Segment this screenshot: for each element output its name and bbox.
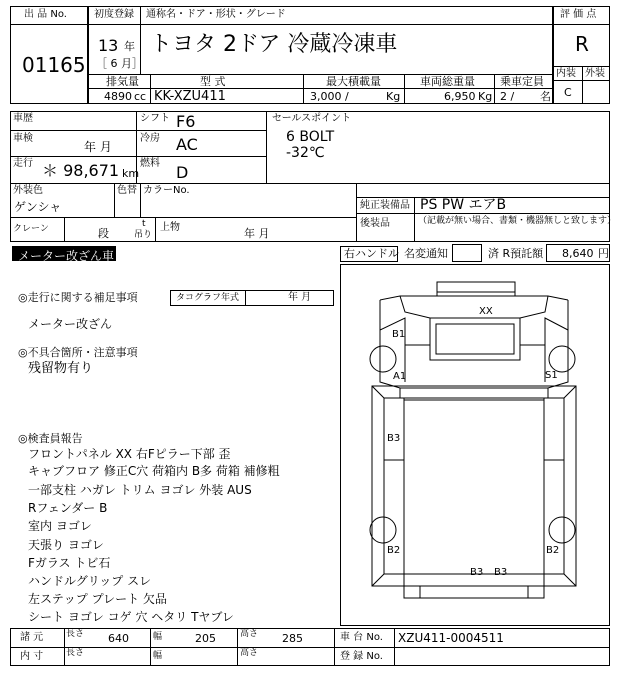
interior-grade: C bbox=[564, 86, 572, 99]
supplement-text: メーター改ざん bbox=[28, 317, 113, 331]
displacement-value: 4890 bbox=[104, 90, 132, 103]
inspector-line-10: シート ヨゴレ コゲ 穴 ヘタリ Tヤブレ bbox=[28, 610, 234, 624]
supplement-heading: ◎走行に関する補足事項 bbox=[18, 291, 138, 304]
max-load-value: 3,000 / bbox=[310, 90, 349, 103]
chassis-label: 車 台 No. bbox=[340, 632, 383, 643]
inspector-line-9: 左ステップ プレート 欠品 bbox=[28, 592, 167, 606]
first-reg-month: ［ 6 月］ bbox=[96, 57, 143, 70]
spec-label: 諸 元 bbox=[20, 632, 44, 643]
inspector-line-6: 天張り ヨゴレ bbox=[28, 538, 104, 552]
upper-value: 年 月 bbox=[244, 227, 270, 240]
mark-front-panel: XX bbox=[479, 306, 493, 317]
crane-unit-bottom: 吊り bbox=[134, 230, 153, 240]
mileage-label: 走行 bbox=[13, 158, 33, 169]
first-reg-year: 13 bbox=[98, 36, 119, 55]
interior-grade-label: 内装 bbox=[556, 68, 576, 79]
inspection-value: 年 月 bbox=[84, 140, 112, 154]
sales-point-label: セールスポイント bbox=[272, 113, 352, 124]
width-label: 幅 bbox=[153, 632, 163, 642]
model-value: KK-XZU411 bbox=[154, 89, 226, 104]
mark-a1: A1 bbox=[393, 371, 407, 382]
mark-b2-left: B2 bbox=[387, 545, 401, 556]
height-label-2: 高さ bbox=[240, 648, 259, 658]
defects-text: 残留物有り bbox=[28, 361, 94, 376]
grade-label: 評 価 点 bbox=[560, 9, 597, 20]
mileage-unit: km bbox=[122, 167, 140, 180]
upper-label: 上物 bbox=[160, 222, 180, 233]
tamper-banner bbox=[12, 246, 116, 261]
model-label: 型 式 bbox=[200, 75, 226, 88]
first-reg-label: 初度登録 bbox=[94, 9, 134, 20]
width-value: 205 bbox=[195, 632, 216, 645]
name-change-label: 名変通知 bbox=[404, 247, 448, 260]
aftermarket-label: 後装品 bbox=[360, 218, 390, 229]
crane-value: 段 bbox=[98, 227, 109, 240]
defects-heading: ◎不具合箇所・注意事項 bbox=[18, 346, 138, 359]
crane-unit-top: t bbox=[142, 219, 146, 229]
yen-unit: 円 bbox=[598, 247, 609, 260]
width-label-2: 幅 bbox=[153, 651, 163, 661]
inspector-line-1: フロントパネル XX 右Fピラー下部 歪 bbox=[28, 447, 231, 461]
displacement-label: 排気量 bbox=[106, 75, 139, 88]
ext-color-value: ゲンシャ bbox=[14, 200, 62, 214]
sales-point-line-2: -32℃ bbox=[286, 145, 325, 161]
color-change-label: 色替 bbox=[117, 185, 137, 196]
fuel-label: 燃料 bbox=[140, 158, 160, 169]
history-label: 車歴 bbox=[13, 113, 33, 124]
crane-label: クレーン bbox=[13, 224, 49, 234]
lot-label: 出 品 No. bbox=[24, 9, 67, 20]
gross-weight-unit: Kg bbox=[478, 90, 493, 103]
aircon-label: 冷房 bbox=[140, 133, 160, 144]
mark-b3-rear-1: B3 bbox=[470, 567, 484, 578]
color-no-label: カラーNo. bbox=[143, 185, 190, 196]
fuel-value: D bbox=[176, 163, 189, 182]
inspector-line-4: Rフェンダー B bbox=[28, 501, 108, 515]
inspector-line-2: キャブフロア 修正C穴 荷箱内 B多 荷箱 補修粗 bbox=[28, 464, 280, 478]
mark-s1: S1 bbox=[545, 370, 558, 381]
max-load-unit: Kg bbox=[386, 90, 401, 103]
inspector-line-3: 一部支柱 ハガレ トリム ヨゴレ 外装 AUS bbox=[28, 483, 252, 497]
shift-label: シフト bbox=[140, 113, 170, 124]
inspector-heading: ◎検査員報告 bbox=[18, 432, 83, 445]
capacity-value: 2 / bbox=[500, 90, 515, 103]
aircon-value: AC bbox=[176, 135, 198, 154]
mark-b3-rear-2: B3 bbox=[494, 567, 508, 578]
chassis-value: XZU411-0004511 bbox=[398, 631, 504, 645]
tacho-value: 年 月 bbox=[288, 292, 312, 303]
inspector-line-8: ハンドルグリップ スレ bbox=[28, 574, 152, 588]
capacity-label: 乗車定員 bbox=[500, 75, 544, 88]
inspection-label: 車検 bbox=[13, 133, 33, 144]
tamper-banner-text: メーター改ざん車 bbox=[18, 249, 115, 263]
car-name: トヨタ 2ドア 冷蔵冷凍車 bbox=[150, 32, 398, 57]
mark-b2-right: B2 bbox=[546, 545, 560, 556]
handle-value: 右ハンドル bbox=[344, 247, 399, 260]
inspector-line-5: 室内 ヨゴレ bbox=[28, 519, 92, 533]
height-value: 285 bbox=[282, 632, 303, 645]
car-name-label: 通称名・ドア・形状・グレード bbox=[146, 9, 286, 20]
year-unit: 年 bbox=[124, 40, 135, 53]
length-label: 長さ bbox=[66, 629, 85, 639]
exterior-grade-label: 外装 bbox=[585, 68, 605, 79]
max-load-label: 最大積載量 bbox=[326, 75, 381, 88]
height-label: 高さ bbox=[240, 629, 259, 639]
overall-grade: R bbox=[575, 32, 589, 56]
ext-color-label: 外装色 bbox=[13, 185, 43, 196]
lot-number: 01165 bbox=[22, 53, 86, 77]
aftermarket-note: （記載が無い場合、書類・機器無しと致します） bbox=[418, 216, 617, 226]
inspector-line-7: Fガラス トビ石 bbox=[28, 556, 111, 570]
gross-weight-value: 6,950 bbox=[444, 90, 476, 103]
equipment-value: PS PW エアB bbox=[420, 197, 507, 213]
length-value: 640 bbox=[108, 632, 129, 645]
tacho-label: タコグラフ年式 bbox=[176, 293, 240, 303]
capacity-unit: 名 bbox=[540, 90, 551, 103]
interior-dim-label: 内 寸 bbox=[20, 651, 44, 662]
sales-point-line-1: 6 BOLT bbox=[286, 129, 335, 145]
name-change-box bbox=[452, 244, 482, 262]
tax-label: 済 R預託額 bbox=[488, 247, 544, 260]
gross-weight-label: 車両総重量 bbox=[420, 75, 475, 88]
tax-value: 8,640 bbox=[562, 247, 594, 260]
displacement-unit: cc bbox=[134, 90, 147, 103]
shift-value: F6 bbox=[176, 112, 196, 131]
mark-b3-side: B3 bbox=[387, 433, 401, 444]
registration-label: 登 録 No. bbox=[340, 651, 383, 662]
mark-b1: B1 bbox=[392, 329, 406, 340]
equipment-label: 純正装備品 bbox=[360, 200, 410, 211]
length-label-2: 長さ bbox=[66, 648, 85, 658]
mileage-value: ＊ 98,671 bbox=[42, 161, 120, 180]
